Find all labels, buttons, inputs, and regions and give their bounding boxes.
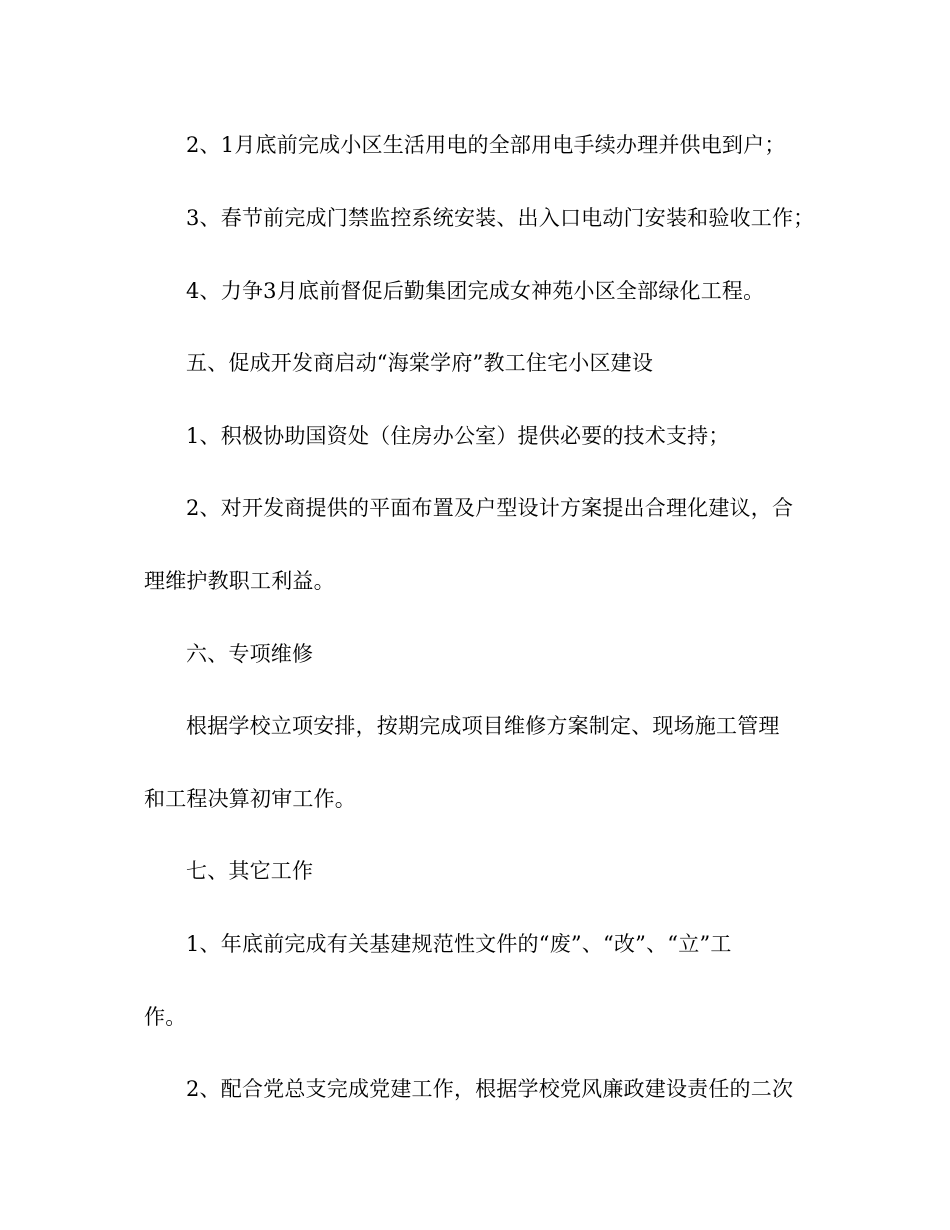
text-line: 和工程决算初审工作。 [144,787,356,811]
section-heading: 五、促成开发商启动“海棠学府”教工住宅小区建设 [186,351,654,375]
text-line: 4、力争3月底前督促后勤集团完成女神苑小区全部绿化工程。 [186,279,765,303]
text-line: 2、1月底前完成小区生活用电的全部用电手续办理并供电到户； [186,133,786,157]
text-line: 1、年底前完成有关基建规范性文件的“废”、“改”、“立”工 [186,932,732,956]
text-line: 根据学校立项安排，按期完成项目维修方案制定、现场施工管理 [186,714,780,738]
text-line: 3、春节前完成门禁监控系统安装、出入口电动门安装和验收工作； [186,206,815,230]
text-line: 2、对开发商提供的平面布置及户型设计方案提出合理化建议，合 [186,496,794,520]
text-line: 作。 [144,1005,187,1029]
text-line: 1、积极协助国资处（住房办公室）提供必要的技术支持； [186,424,730,448]
text-line: 理维护教职工利益。 [144,569,335,593]
section-heading: 七、其它工作 [186,859,314,883]
text-line: 2、配合党总支完成党建工作，根据学校党风廉政建设责任的二次 [186,1077,794,1101]
section-heading: 六、专项维修 [186,642,314,666]
